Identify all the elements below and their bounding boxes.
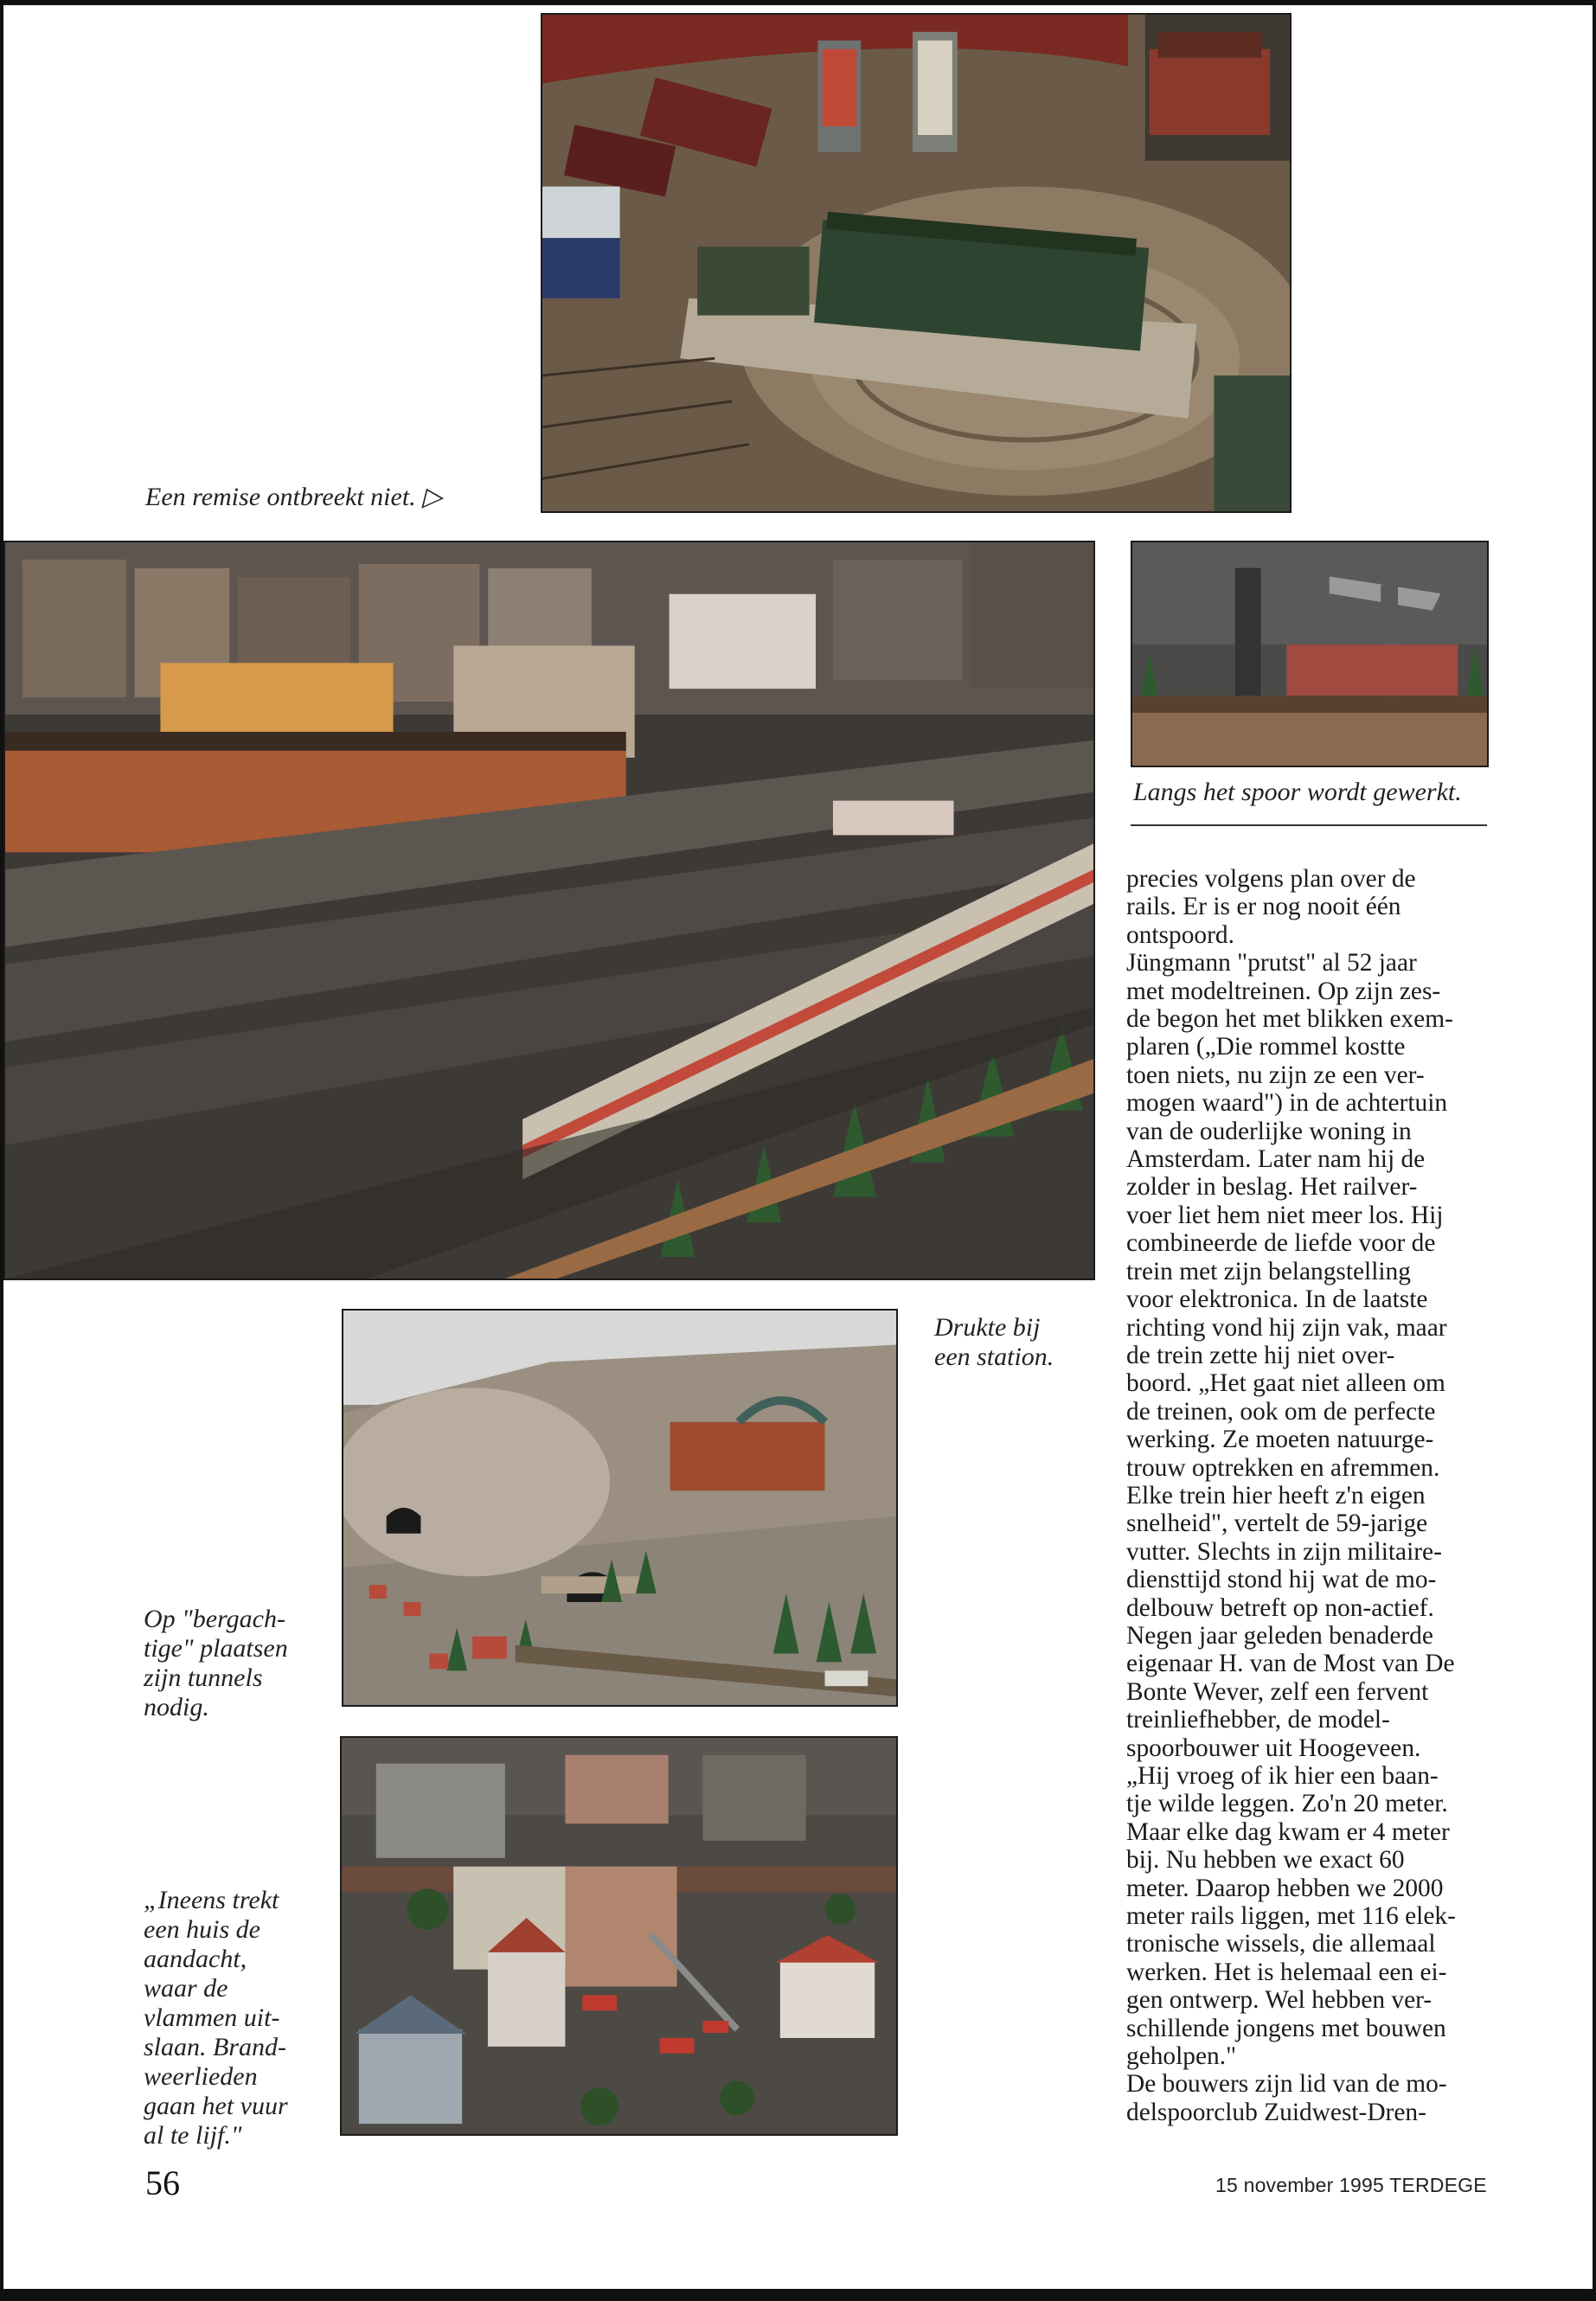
body-line: Jüngmann "prutst" al 52 jaar <box>1126 949 1417 977</box>
caption-station-line: Drukte bij <box>934 1313 1041 1342</box>
body-line: trein met zijn belangstelling <box>1126 1257 1411 1285</box>
photo-track-work <box>1131 541 1489 767</box>
body-line: gen ontwerp. Wel hebben ver- <box>1126 1986 1433 2015</box>
body-line: De bouwers zijn lid van de mo- <box>1126 2070 1447 2099</box>
caption-quote-line: aandacht, <box>144 1945 247 1973</box>
photo-remise-turntable <box>541 13 1292 513</box>
body-line: delbouw betreft op non-actief. <box>1126 1593 1434 1622</box>
article-body <box>1126 865 1490 2126</box>
caption-quote-line: vlammen uit- <box>144 2003 280 2032</box>
body-line: tronische wissels, die allemaal <box>1126 1930 1436 1958</box>
body-line: de trein zette hij niet over- <box>1126 1341 1395 1369</box>
caption-station-line: een station. <box>934 1343 1054 1371</box>
caption-quote-line: waar de <box>144 1974 228 2003</box>
body-line: Amsterdam. Later nam hij de <box>1126 1145 1426 1174</box>
body-line: werken. Het is helemaal een ei- <box>1126 1958 1447 1986</box>
body-line: mogen waard") in de achtertuin <box>1126 1089 1448 1118</box>
body-line: meter rails liggen, met 116 elek- <box>1126 1902 1456 1931</box>
caption-tunnels-line: nodig. <box>144 1693 209 1721</box>
body-line: plaren („Die rommel kostte <box>1126 1033 1406 1061</box>
body-line: snelheid", vertelt de 59-jarige <box>1126 1509 1428 1538</box>
caption-tunnels-line: Op "bergach- <box>144 1605 285 1633</box>
body-line: eigenaar H. van de Most van De <box>1126 1650 1455 1678</box>
body-line: voer liet hem niet meer los. Hij <box>1126 1201 1444 1229</box>
body-line: boord. „Het gaat niet alleen om <box>1126 1369 1445 1398</box>
page-edge-right <box>1593 0 1596 2301</box>
photo-station <box>3 541 1095 1280</box>
photo-fire-scene <box>340 1736 898 2136</box>
body-line: tje wilde leggen. Zo'n 20 meter. <box>1126 1790 1448 1818</box>
body-line: bij. Nu hebben we exact 60 <box>1126 1846 1405 1875</box>
page-number: 56 <box>145 2163 180 2202</box>
body-line: Maar elke dag kwam er 4 meter <box>1126 1817 1450 1846</box>
body-line: werking. Ze moeten natuurge- <box>1126 1426 1434 1454</box>
body-line: geholpen." <box>1126 2042 1237 2071</box>
body-line: Bonte Wever, zelf een fervent <box>1126 1677 1429 1706</box>
body-line: voor elektronica. In de laatste <box>1126 1285 1428 1314</box>
caption-remise: Een remise ontbreekt niet. ▷ <box>145 483 443 511</box>
caption-tunnels-line: zijn tunnels <box>144 1663 263 1692</box>
caption-quote-line: een huis de <box>144 1915 260 1944</box>
caption-rule <box>1131 824 1487 826</box>
caption-quote-line: gaan het vuur <box>144 2092 288 2120</box>
body-line: spoorbouwer uit Hoogeveen. <box>1126 1734 1421 1762</box>
body-line: de begon het met blikken exem- <box>1126 1005 1453 1034</box>
caption-track-work: Langs het spoor wordt gewerkt. <box>1133 778 1462 806</box>
body-line: combineerde de liefde voor de <box>1126 1229 1436 1258</box>
body-line: zolder in beslag. Het railver- <box>1126 1173 1418 1202</box>
caption-tunnels-line: tige" plaatsen <box>144 1634 288 1663</box>
body-line: met modeltreinen. Op zijn zes- <box>1126 977 1441 1005</box>
body-line: richting vond hij zijn vak, maar <box>1126 1313 1447 1342</box>
page-edge-bottom <box>0 2289 1596 2301</box>
body-line: Elke trein hier heeft z'n eigen <box>1126 1481 1426 1509</box>
body-line: diensttijd stond hij wat de mo- <box>1126 1566 1437 1594</box>
body-line: delspoorclub Zuidwest-Dren- <box>1126 2098 1426 2126</box>
photo-tunnels <box>342 1309 898 1707</box>
body-line: van de ouderlijke woning in <box>1126 1117 1412 1145</box>
caption-quote-line: al te lijf." <box>144 2121 242 2150</box>
body-line: treinliefhebber, de model- <box>1126 1706 1390 1734</box>
caption-quote-line: slaan. Brand- <box>144 2033 286 2061</box>
body-line: schillende jongens met bouwen <box>1126 2014 1446 2042</box>
caption-quote <box>144 1886 334 2150</box>
body-line: Negen jaar geleden benaderde <box>1126 1621 1433 1650</box>
footer-issue: 15 november 1995 TERDEGE <box>1215 2174 1487 2196</box>
caption-station <box>934 1313 1107 1372</box>
body-line: meter. Daarop hebben we 2000 <box>1126 1874 1444 1902</box>
body-line: vutter. Slechts in zijn militaire- <box>1126 1537 1442 1566</box>
body-line: ontspoord. <box>1126 920 1234 949</box>
caption-quote-line: „Ineens trekt <box>144 1886 279 1914</box>
body-line: de treinen, ook om de perfecte <box>1126 1397 1436 1426</box>
caption-tunnels <box>144 1605 334 1722</box>
caption-quote-line: weerlieden <box>144 2062 258 2091</box>
body-line: trouw optrekken en afremmen. <box>1126 1453 1440 1482</box>
page-edge-top <box>0 0 1596 5</box>
body-line: „Hij vroeg of ik hier een baan- <box>1126 1762 1439 1790</box>
body-line: precies volgens plan over de <box>1126 865 1416 893</box>
body-line: toen niets, nu zijn ze een ver- <box>1126 1061 1425 1089</box>
body-line: rails. Er is er nog nooit één <box>1126 893 1401 921</box>
